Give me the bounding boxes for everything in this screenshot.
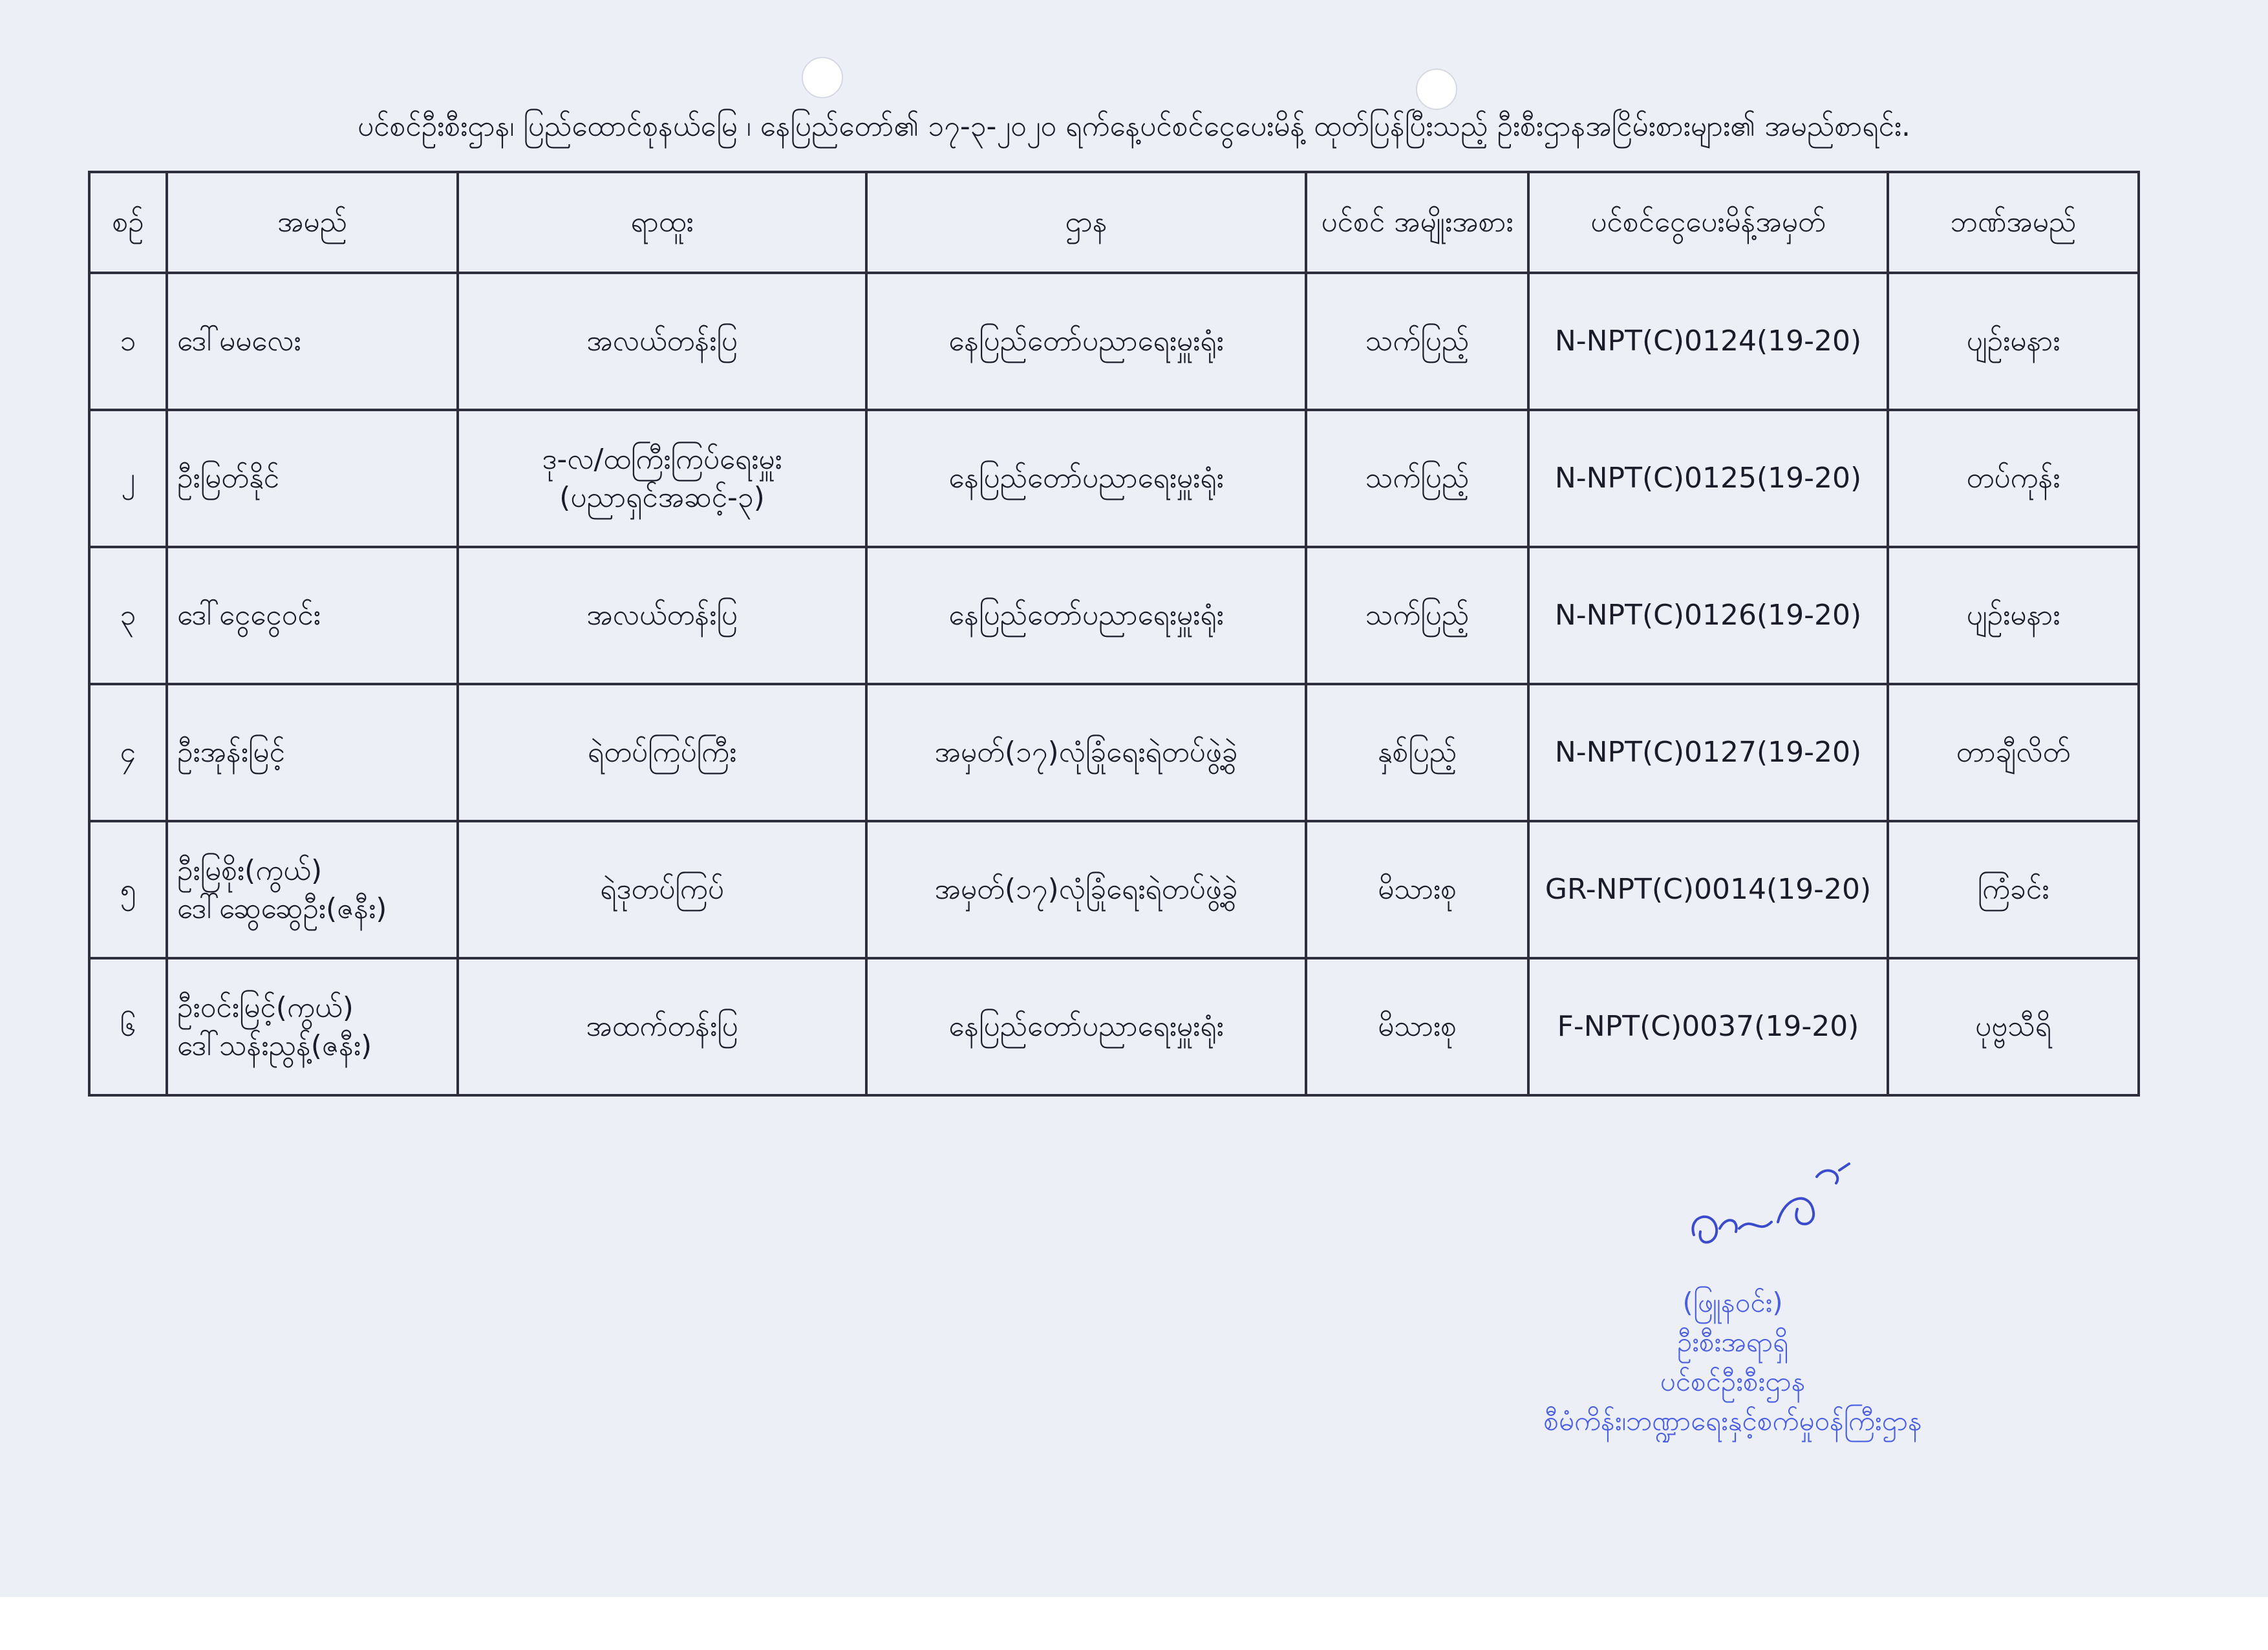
stamp-title: ဦးစီးအရာရှိ: [1676, 1325, 1789, 1358]
cell-no: ၂: [89, 410, 167, 547]
name-line: ဒေါ်ဆွေဆွေဦး(ဇနီး): [177, 892, 387, 925]
cell-department: အမှတ်(၁၇)လုံခြုံရေးရဲတပ်ဖွဲ့ခွဲ: [866, 821, 1306, 958]
rank-line: အလယ်တန်းပြ: [586, 599, 738, 632]
column-header-pension-type: ပင်စင် အမျိုးအစား: [1306, 172, 1528, 273]
pensioner-table: [88, 171, 2140, 1097]
column-header-rank: ရာထူး: [458, 172, 866, 273]
cell-no: ၆: [89, 958, 167, 1095]
cell-rank: [458, 273, 866, 410]
cell-name: [167, 547, 458, 684]
column-header-name: အမည်: [167, 172, 458, 273]
name-line: ဒေါ်မမလေး: [177, 325, 301, 358]
cell-name: [167, 684, 458, 821]
cell-pension-type: သက်ပြည့်: [1306, 547, 1528, 684]
table-row: [89, 410, 2139, 547]
cell-department: အမှတ်(၁၇)လုံခြုံရေးရဲတပ်ဖွဲ့ခွဲ: [866, 684, 1306, 821]
handwritten-signature: [1681, 1138, 1862, 1267]
table-row: [89, 958, 2139, 1095]
cell-pension-type: သက်ပြည့်: [1306, 410, 1528, 547]
cell-order-no: N-NPT(C)0125(19-20): [1528, 410, 1888, 547]
cell-rank: [458, 684, 866, 821]
cell-order-no: F-NPT(C)0037(19-20): [1528, 958, 1888, 1095]
scan-bottom-margin: [0, 1597, 2268, 1650]
column-header-bank: ဘဏ်အမည်: [1888, 172, 2139, 273]
punch-hole-right: [1416, 69, 1457, 110]
name-line: ဦးမြတ်နိုင်: [177, 462, 280, 495]
cell-bank: တာချီလိတ်: [1888, 684, 2139, 821]
cell-rank: [458, 547, 866, 684]
table-header-row: [89, 172, 2139, 273]
table-row: [89, 684, 2139, 821]
cell-department: နေပြည်တော်ပညာရေးမှူးရုံး: [866, 958, 1306, 1095]
cell-no: ၁: [89, 273, 167, 410]
cell-no: ၃: [89, 547, 167, 684]
name-line: ဒေါ်ငွေငွေဝင်း: [177, 599, 321, 632]
name-line: ဦးဝင်းမြင့်(ကွယ်): [177, 991, 354, 1024]
document-title: ပင်စင်ဦးစီးဌာန၊ ပြည်ထောင်စုနယ်မြေ ၊ နေပြည်တော်၏ ၁၇-၃-၂၀၂၀ ရက်နေ့ပင်စင်ငွေပေးမိန့် ထုတ်ပြန်ပြီးသည့် ဦးစီးဌာနအငြိမ်းစားများ၏ အမည်စာရင်း.: [357, 110, 1911, 143]
cell-order-no: N-NPT(C)0124(19-20): [1528, 273, 1888, 410]
column-header-order-no: ပင်စင်ငွေပေးမိန့်အမှတ်: [1528, 172, 1888, 273]
cell-department: နေပြည်တော်ပညာရေးမှူးရုံး: [866, 273, 1306, 410]
cell-rank: [458, 958, 866, 1095]
cell-bank: ပုဗ္ဗသီရိ: [1888, 958, 2139, 1095]
cell-pension-type: မိသားစု: [1306, 821, 1528, 958]
cell-rank: [458, 410, 866, 547]
cell-name: [167, 410, 458, 547]
cell-name: [167, 821, 458, 958]
cell-bank: ကြံခင်း: [1888, 821, 2139, 958]
official-stamp: [1442, 1283, 2024, 1441]
cell-pension-type: သက်ပြည့်: [1306, 273, 1528, 410]
cell-rank: [458, 821, 866, 958]
cell-name: [167, 958, 458, 1095]
table-row: [89, 273, 2139, 410]
cell-pension-type: မိသားစု: [1306, 958, 1528, 1095]
cell-bank: ပျဉ်းမနား: [1888, 273, 2139, 410]
rank-line: ဒု-လ/ထကြီးကြပ်ရေးမှူး: [542, 442, 782, 476]
stamp-name: (ဖြူနဝင်း): [1682, 1287, 1783, 1318]
cell-bank: ပျဉ်းမနား: [1888, 547, 2139, 684]
cell-name: [167, 273, 458, 410]
cell-department: နေပြည်တော်ပညာရေးမှူးရုံး: [866, 547, 1306, 684]
rank-line: (ပညာရှင်အဆင့်-၃): [559, 481, 765, 514]
cell-no: ၄: [89, 684, 167, 821]
rank-line: အလယ်တန်းပြ: [586, 325, 738, 358]
column-header-department: ဌာန: [866, 172, 1306, 273]
name-line: ဦးအုန်းမြင့်: [177, 736, 285, 769]
table-row: [89, 547, 2139, 684]
cell-no: ၅: [89, 821, 167, 958]
name-line: ဦးမြစိုး(ကွယ်): [177, 853, 323, 887]
cell-department: နေပြည်တော်ပညာရေးမှူးရုံး: [866, 410, 1306, 547]
cell-bank: တပ်ကုန်း: [1888, 410, 2139, 547]
stamp-department: ပင်စင်ဦးစီးဌာန: [1660, 1365, 1806, 1397]
name-line: ဒေါ်သန်းညွန့်(ဇနီး): [177, 1029, 372, 1062]
rank-line: အထက်တန်းပြ: [586, 1010, 738, 1044]
cell-order-no: N-NPT(C)0126(19-20): [1528, 547, 1888, 684]
cell-pension-type: နှစ်ပြည့်: [1306, 684, 1528, 821]
cell-order-no: N-NPT(C)0127(19-20): [1528, 684, 1888, 821]
punch-hole-left: [802, 57, 843, 98]
column-header-no: စဉ်: [89, 172, 167, 273]
cell-order-no: GR-NPT(C)0014(19-20): [1528, 821, 1888, 958]
stamp-ministry: စီမံကိန်း၊ဘဏ္ဍာရေးနှင့်စက်မှုဝန်ကြီးဌာန: [1543, 1404, 1922, 1437]
table-row: [89, 821, 2139, 958]
rank-line: ရဲတပ်ကြပ်ကြီး: [587, 736, 737, 769]
rank-line: ရဲဒုတပ်ကြပ်: [600, 873, 724, 906]
